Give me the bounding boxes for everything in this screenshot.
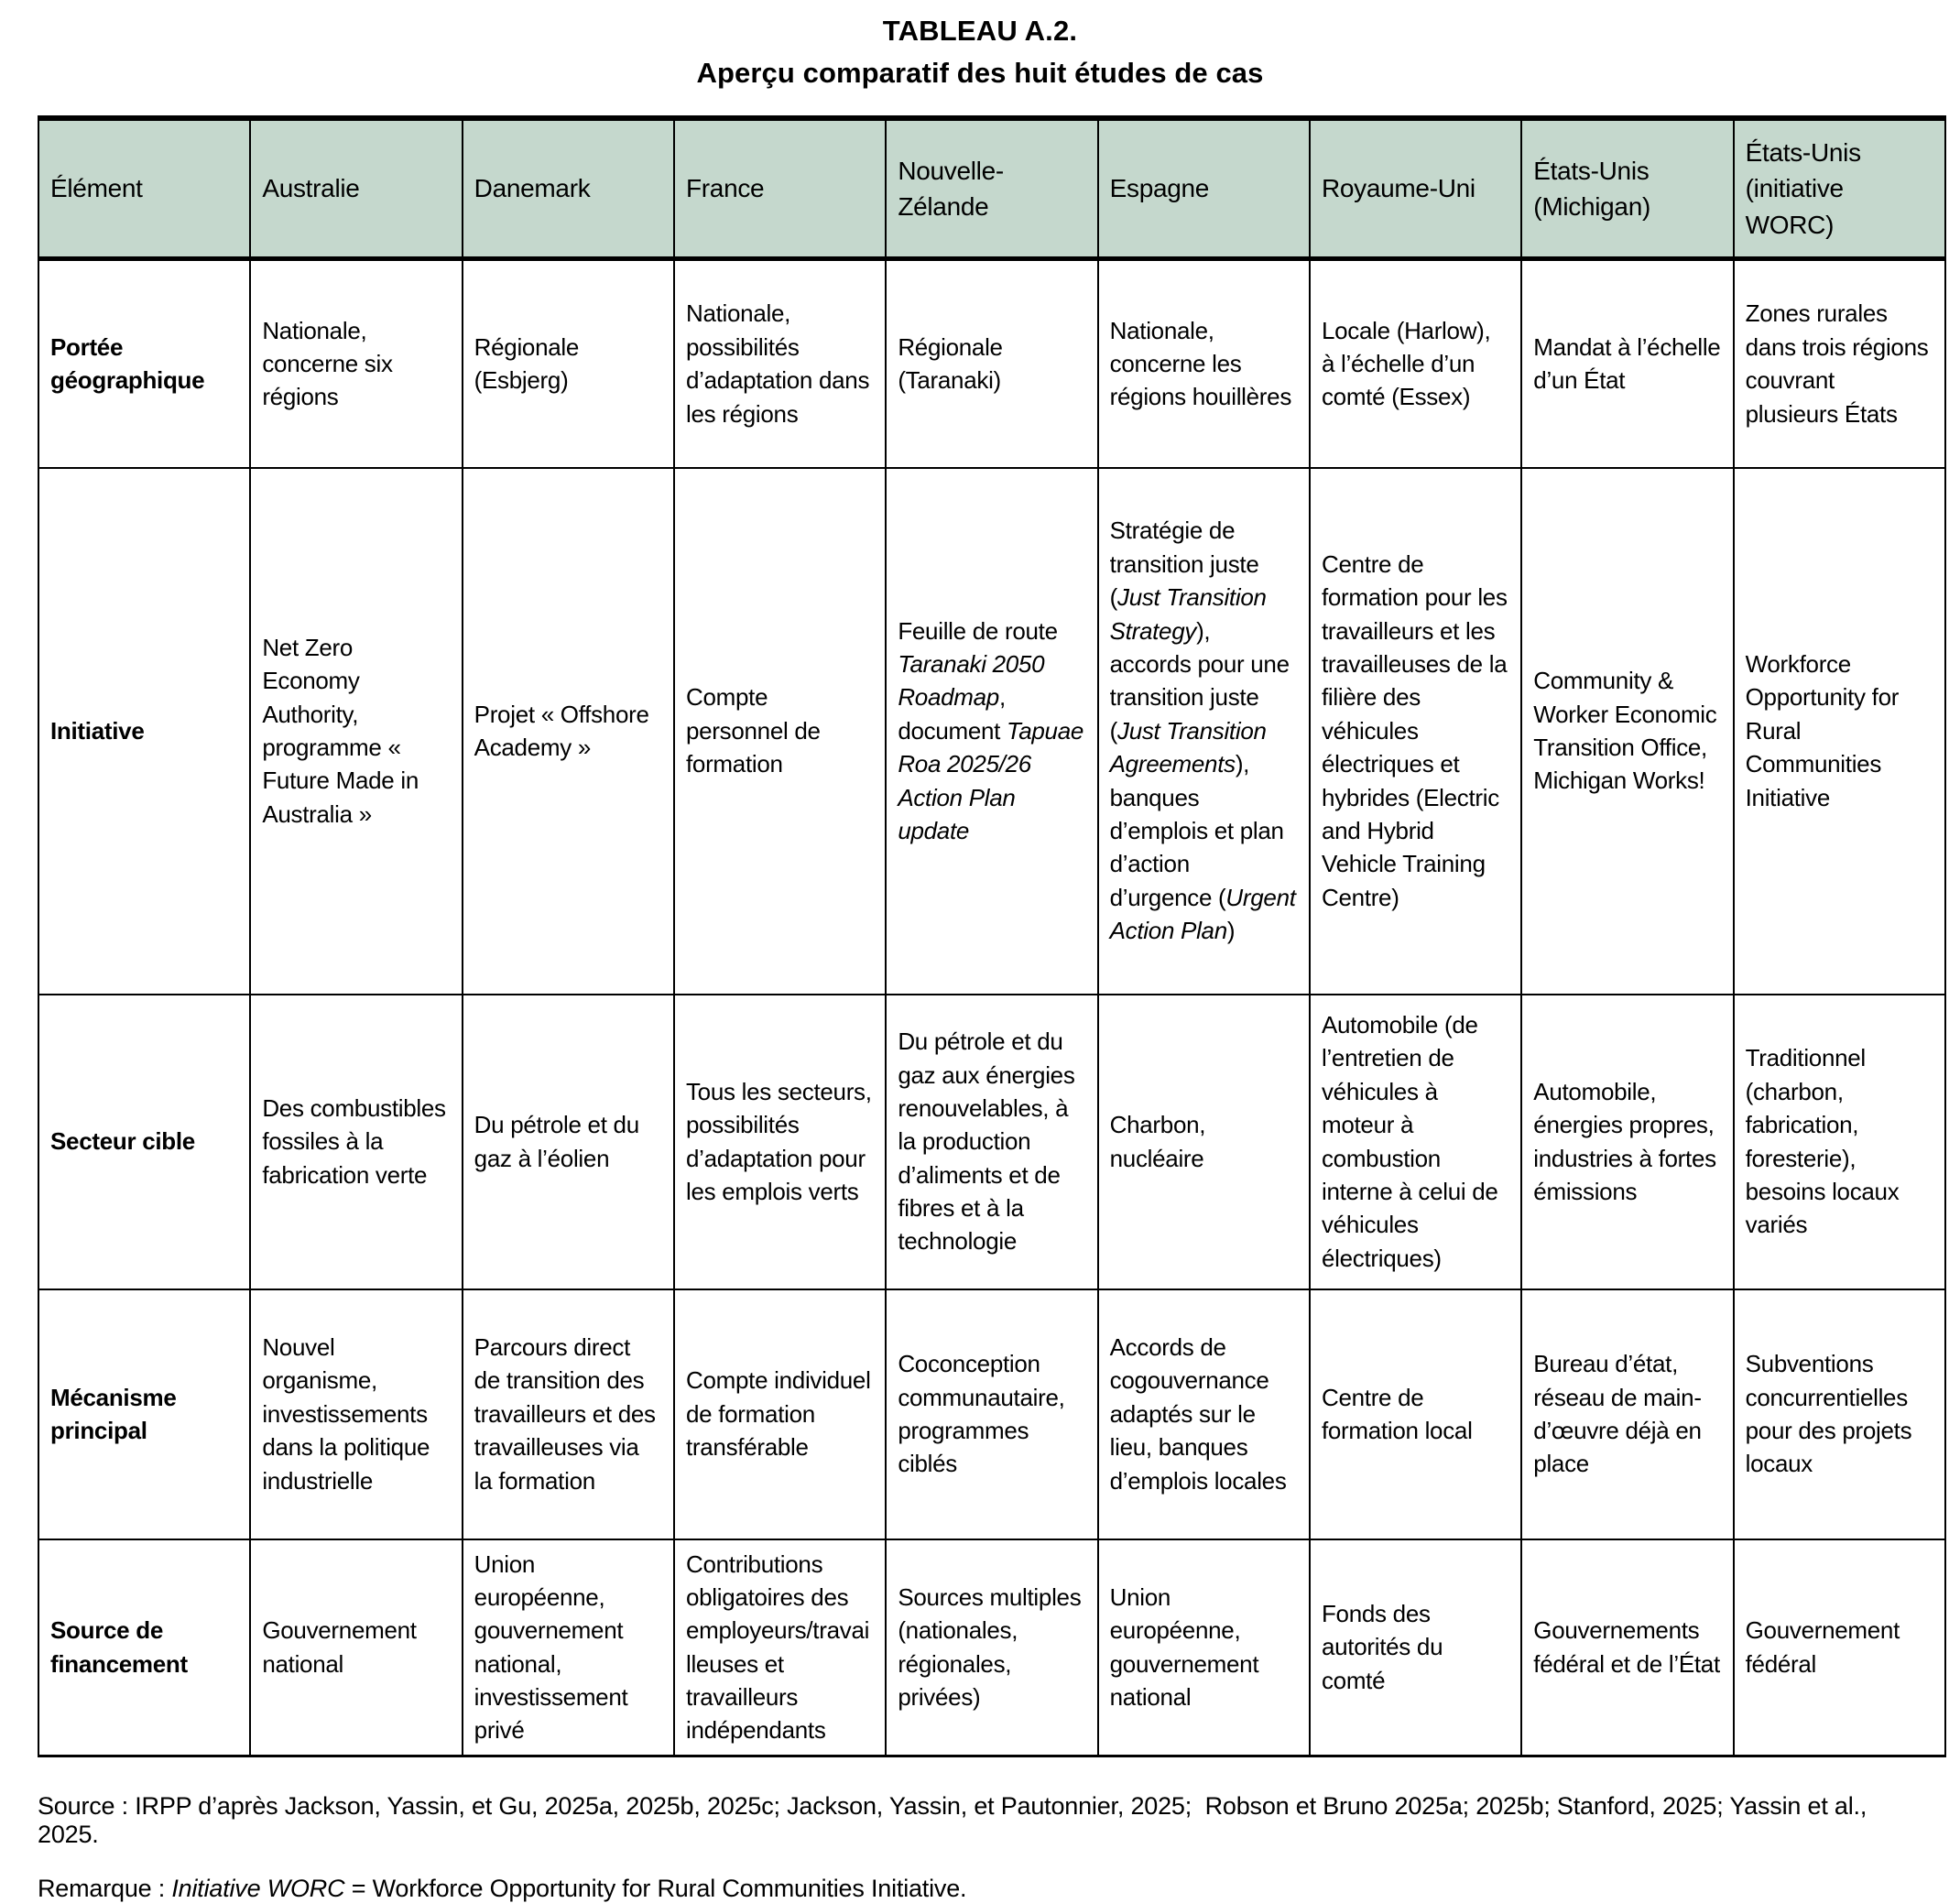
cell: Nationale, concerne les régions houillères: [1098, 259, 1310, 468]
cell: Community & Worker Economic Transition Office, Michigan Works!: [1521, 468, 1733, 995]
cell: Charbon, nucléaire: [1098, 995, 1310, 1289]
row-label: Portée géographique: [38, 259, 250, 468]
column-header-australie: Australie: [250, 118, 462, 259]
row-label: Initiative: [38, 468, 250, 995]
table-footer: [38, 1792, 1919, 1903]
comparison-table: [38, 115, 1946, 1757]
page-title: Aperçu comparatif des huit études de cas: [696, 57, 1264, 89]
cell: Union européenne, gouvernement national: [1098, 1539, 1310, 1756]
row-label: Mécanisme principal: [38, 1289, 250, 1539]
cell: Workforce Opportunity for Rural Communities Initiative: [1734, 468, 1945, 995]
cell: Nouvel organisme, investissements dans la politique industrielle: [250, 1289, 462, 1539]
column-header-france: France: [674, 118, 886, 259]
cell: Accords de cogouvernance adaptés sur le lieu, banques d’emplois locales: [1098, 1289, 1310, 1539]
cell: Régionale (Taranaki): [886, 259, 1097, 468]
cell: Traditionnel (charbon, fabrication, foresterie), besoins locaux variés: [1734, 995, 1945, 1289]
cell: Automobile, énergies propres, industries à fortes émissions: [1521, 995, 1733, 1289]
column-header-nouvelle-zelande: Nouvelle-Zélande: [886, 118, 1097, 259]
cell: Gouvernement national: [250, 1539, 462, 1756]
cell: Des combustibles fossiles à la fabrication verte: [250, 995, 462, 1289]
cell: Parcours direct de transition des travailleurs et des travailleuses via la formation: [463, 1289, 674, 1539]
cell: Centre de formation local: [1310, 1289, 1521, 1539]
cell: Sources multiples (nationales, régionales, privées): [886, 1539, 1097, 1756]
cell: Fonds des autorités du comté: [1310, 1539, 1521, 1756]
table-row-portee-geographique: [38, 259, 1945, 468]
cell: Compte individuel de formation transférable: [674, 1289, 886, 1539]
row-label: Secteur cible: [38, 995, 250, 1289]
cell: Union européenne, gouvernement national, investissement privé: [463, 1539, 674, 1756]
cell: Feuille de route Taranaki 2050 Roadmap, document Tapuae Roa 2025/26 Action Plan update: [886, 468, 1097, 995]
cell: Stratégie de transition juste (Just Transition Strategy), accords pour une transition juste (Just Transition Agreements), banques d’emplois et plan d’action d’urgence (Urgent Action Plan): [1098, 468, 1310, 995]
table-number: TABLEAU A.2.: [882, 15, 1078, 47]
cell: Bureau d’état, réseau de main-d’œuvre déjà en place: [1521, 1289, 1733, 1539]
cell: Subventions concurrentielles pour des projets locaux: [1734, 1289, 1945, 1539]
table-row-source-de-financement: [38, 1539, 1945, 1756]
cell: Centre de formation pour les travailleurs et les travailleuses de la filière des véhicules électriques et hybrides (Electric and Hybrid Vehicle Training Centre): [1310, 468, 1521, 995]
table-row-secteur-cible: [38, 995, 1945, 1289]
cell: Gouvernement fédéral: [1734, 1539, 1945, 1756]
cell: Nationale, possibilités d’adaptation dans les régions: [674, 259, 886, 468]
cell: Coconception communautaire, programmes ciblés: [886, 1289, 1097, 1539]
cell: Nationale, concerne six régions: [250, 259, 462, 468]
column-header-espagne: Espagne: [1098, 118, 1310, 259]
cell: Tous les secteurs, possibilités d’adaptation pour les emplois verts: [674, 995, 886, 1289]
column-header-etats-unis-michigan: États-Unis (Michigan): [1521, 118, 1733, 259]
cell: Projet « Offshore Academy »: [463, 468, 674, 995]
column-header-royaume-uni: Royaume-Uni: [1310, 118, 1521, 259]
cell: Automobile (de l’entretien de véhicules à moteur à combustion interne à celui de véhicules électriques): [1310, 995, 1521, 1289]
cell: Mandat à l’échelle d’un État: [1521, 259, 1733, 468]
cell: Régionale (Esbjerg): [463, 259, 674, 468]
column-header-danemark: Danemark: [463, 118, 674, 259]
cell: Locale (Harlow), à l’échelle d’un comté (Essex): [1310, 259, 1521, 468]
cell: Compte personnel de formation: [674, 468, 886, 995]
table-header-row: [38, 118, 1945, 259]
cell: Net Zero Economy Authority, programme « Future Made in Australia »: [250, 468, 462, 995]
cell: Contributions obligatoires des employeurs/travailleuses et travailleurs indépendants: [674, 1539, 886, 1756]
row-label: Source de financement: [38, 1539, 250, 1756]
cell: Zones rurales dans trois régions couvrant plusieurs États: [1734, 259, 1945, 468]
column-header-etats-unis-worc: États-Unis (initiative WORC): [1734, 118, 1945, 259]
cell: Du pétrole et du gaz aux énergies renouvelables, à la production d’aliments et de fibres et à la technologie: [886, 995, 1097, 1289]
cell: Gouvernements fédéral et de l’État: [1521, 1539, 1733, 1756]
source-note: Source : IRPP d’après Jackson, Yassin, et Gu, 2025a, 2025b, 2025c; Jackson, Yassin, et Pautonnier, 2025; Robson et Bruno 2025a; 2025b; Stanford, 2025; Yassin et al., 2025.: [38, 1791, 1874, 1848]
column-header-element: Élément: [38, 118, 250, 259]
table-row-mecanisme-principal: [38, 1289, 1945, 1539]
table-title-block: [0, 0, 1960, 90]
remark-note: Remarque : Initiative WORC = Workforce Opportunity for Rural Communities Initiative.: [38, 1874, 967, 1902]
cell: Du pétrole et du gaz à l’éolien: [463, 995, 674, 1289]
table-row-initiative: [38, 468, 1945, 995]
